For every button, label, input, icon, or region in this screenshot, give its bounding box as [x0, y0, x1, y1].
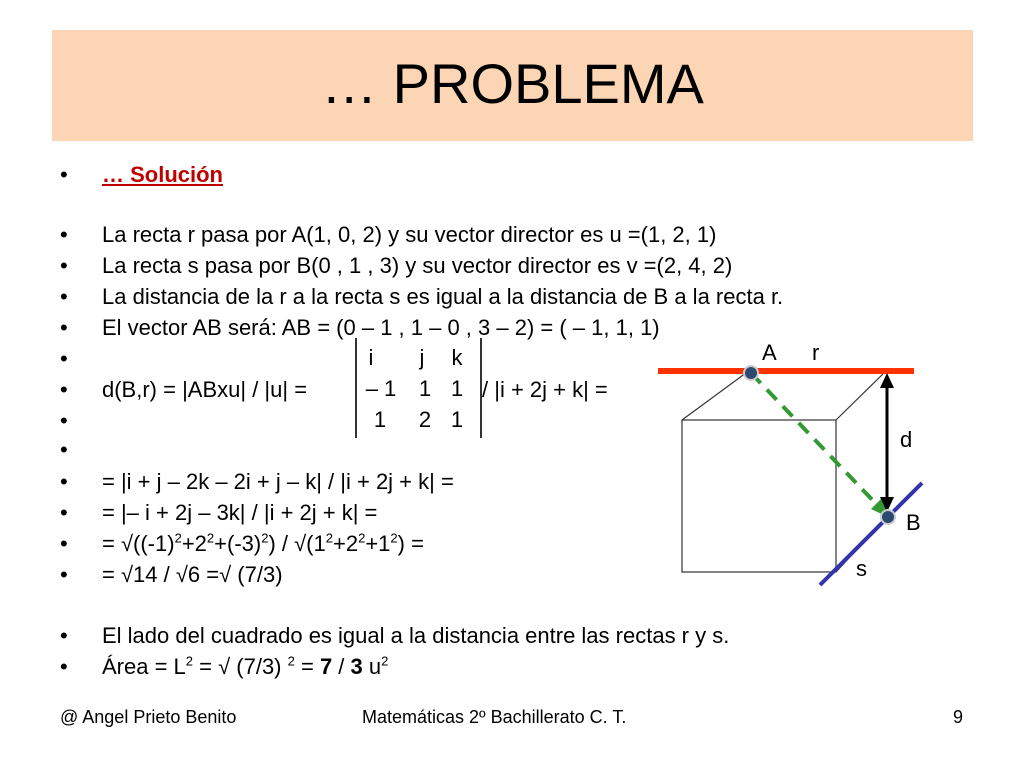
bullet: •	[60, 346, 68, 371]
bullet: •	[60, 562, 68, 587]
slide-title: … PROBLEMA	[321, 52, 704, 115]
det-cell: 1	[418, 376, 432, 401]
det-cell: – 1	[365, 376, 397, 401]
label-a: A	[762, 340, 777, 365]
calc-step-3: = $√((-1)^2+2^2+(-3)^2) / √(1^2+2^2+1^2)$ =	[102, 530, 424, 556]
cube-front-face	[682, 420, 836, 572]
det-cell: i	[368, 345, 374, 370]
calc-step-1: = |i + j – 2k – 2i + j – k| / |i + 2j + k| =	[102, 469, 454, 494]
vector-ab-text: El vector AB será: AB = (0 – 1 , 1 – 0 , 3 – 2) = ( – 1, 1, 1)	[102, 315, 660, 340]
cube-edge	[836, 370, 887, 420]
label-b: B	[906, 510, 921, 535]
cube-edge	[682, 370, 750, 420]
det-cell: j	[419, 345, 425, 370]
point-a	[744, 366, 758, 380]
line-r-text: La recta r pasa por A(1, 0, 2) y su vector director es u =(1, 2, 1)	[102, 222, 717, 247]
det-cell: 1	[450, 376, 464, 401]
area-text: Área = $L^2$ = √ (7/3) $^2$ = 7 / 3 $u^2$	[102, 653, 389, 679]
bullet: •	[60, 408, 68, 433]
det-cell: 1	[450, 407, 464, 432]
bullet: •	[60, 162, 68, 187]
solution-heading: … Solución	[102, 162, 223, 187]
bullet: •	[60, 469, 68, 494]
line-s-text: La recta s pasa por B(0 , 1 , 3) y su vector director es v =(2, 4, 2)	[102, 253, 733, 278]
label-r: r	[812, 340, 820, 365]
bullet: •	[60, 315, 68, 340]
calc-step-4: = √14 / √6 =√ (7/3)	[102, 562, 283, 587]
calc-step-2: = |– i + 2j – 3k| / |i + 2j + k| =	[102, 500, 378, 525]
bullet: •	[60, 623, 68, 648]
bullet: •	[60, 654, 68, 679]
footer-course: Matemáticas 2º Bachillerato C. T.	[362, 707, 627, 727]
det-cell: 2	[418, 407, 432, 432]
label-s: s	[856, 556, 867, 581]
bullet: •	[60, 377, 68, 402]
conclusion-text: El lado del cuadrado es igual a la distancia entre las rectas r y s.	[102, 623, 730, 648]
page-number: 9	[953, 707, 964, 727]
point-b	[881, 510, 895, 524]
bullet: •	[60, 284, 68, 309]
det-cell: 1	[373, 407, 387, 432]
bullet: •	[60, 500, 68, 525]
distance-formula-left: d(B,r) = |ABxu| / |u| =	[102, 377, 308, 402]
distance-formula-right: / |i + 2j + k| =	[482, 377, 608, 402]
label-d: d	[900, 427, 913, 452]
bullet: •	[60, 437, 68, 462]
bullet: •	[60, 531, 68, 556]
det-cell: k	[451, 345, 463, 370]
distance-text: La distancia de la r a la recta s es igual a la distancia de B a la recta r.	[102, 284, 784, 309]
footer-author: @ Angel Prieto Benito	[60, 707, 237, 727]
bullet: •	[60, 222, 68, 247]
bullet: •	[60, 253, 68, 278]
